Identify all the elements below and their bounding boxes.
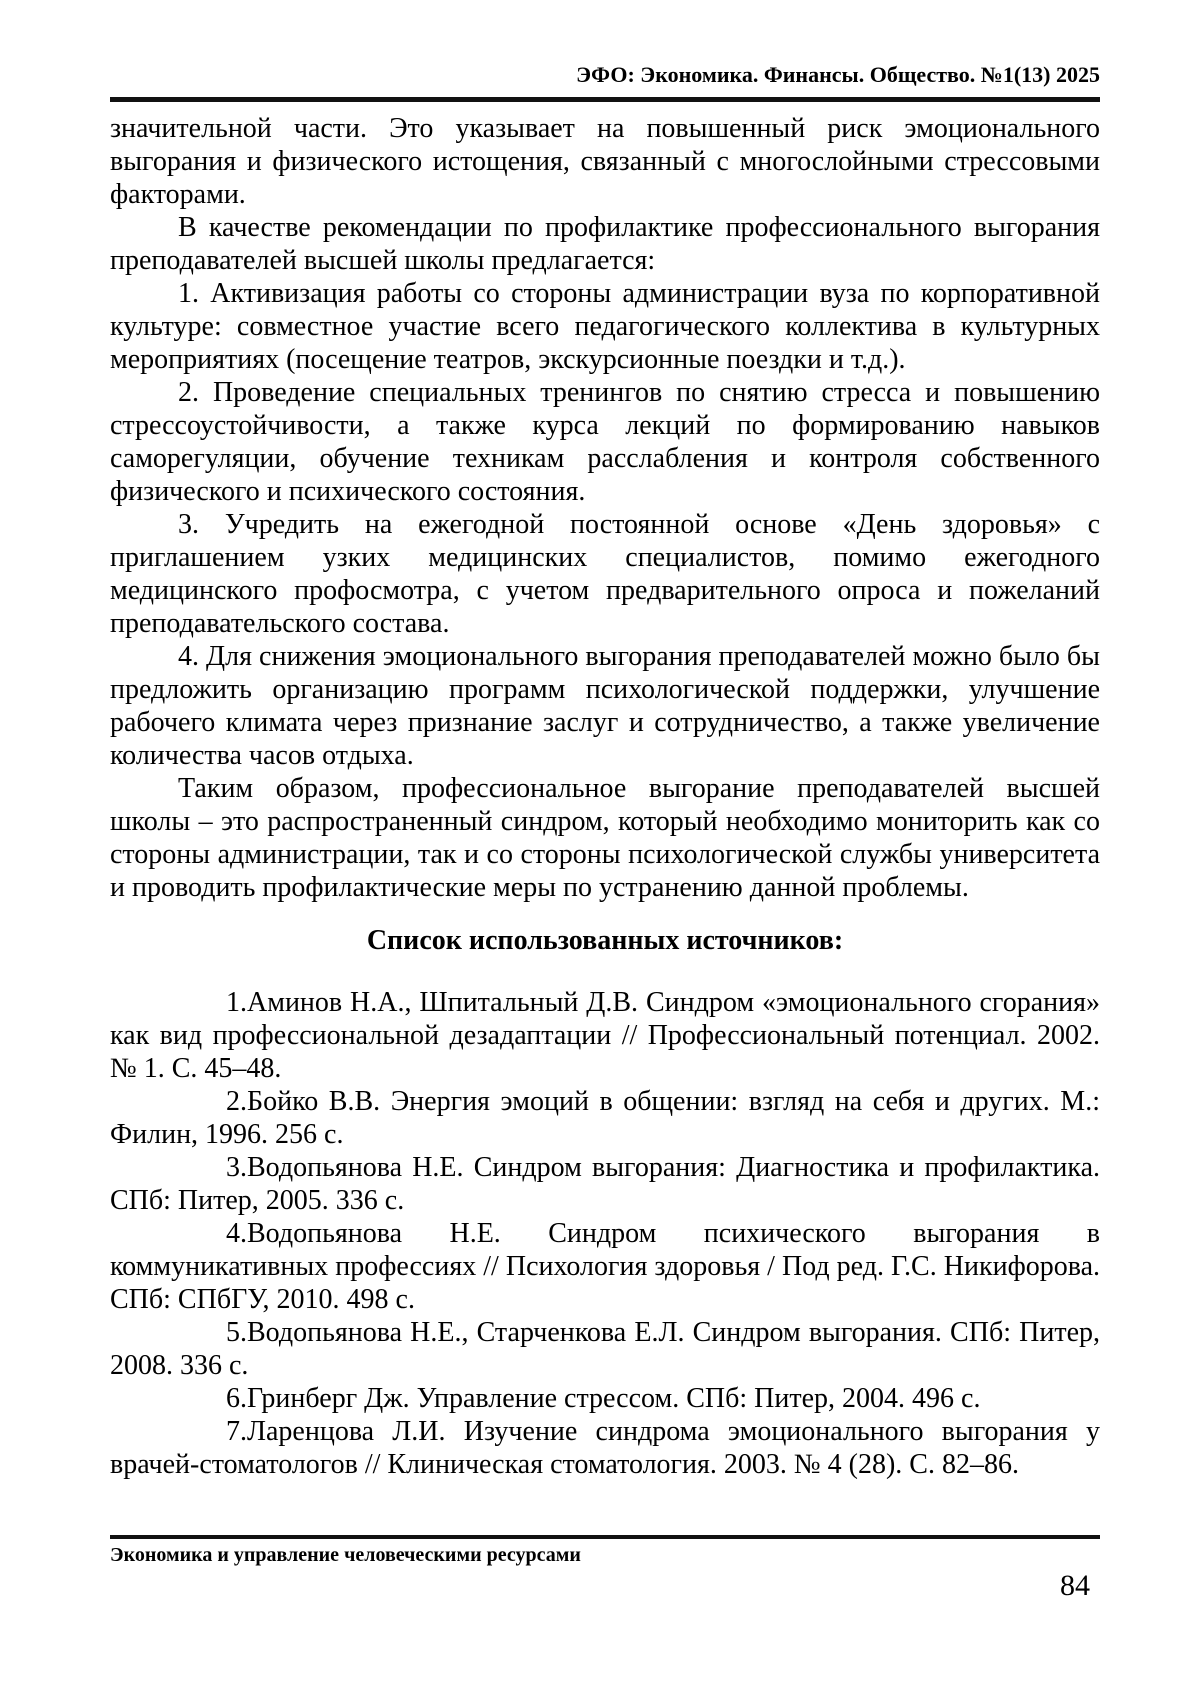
- journal-title: ЭФО: Экономика. Финансы. Общество. №1(13) 2025: [576, 62, 1100, 87]
- references-list: [110, 986, 1100, 1481]
- reference-text: Ларенцова Л.И. Изучение синдрома эмоционального выгорания у врачей-стоматологов // Клиническая стоматология. 2003. № 4 (28). С. 82–86.: [110, 1416, 1100, 1480]
- body-paragraph: 1. Активизация работы со стороны администрации вуза по корпоративной культуре: совместное участие всего педагогического коллектива в культурных мероприятиях (посещение театров, экскурсионные поездки и т.д.).: [110, 278, 1100, 375]
- reference-number: 1.: [226, 987, 247, 1018]
- page-number: 84: [1060, 1569, 1090, 1602]
- page-header: [110, 62, 1100, 102]
- article-body: [110, 112, 1100, 1481]
- reference-number: 2.: [226, 1086, 247, 1117]
- reference-text: Аминов Н.А., Шпитальный Д.В. Синдром «эмоционального сгорания» как вид профессиональной дезадаптации // Профессиональный потенциал. 2002. № 1. С. 45–48.: [110, 987, 1100, 1084]
- reference-item: [110, 1415, 1100, 1481]
- body-paragraph: значительной части. Это указывает на повышенный риск эмоционального выгорания и физического истощения, связанный с многослойными стрессовыми факторами.: [110, 113, 1100, 210]
- reference-text: Гринберг Дж. Управление стрессом. СПб: Питер, 2004. 496 с.: [247, 1383, 981, 1414]
- reference-number: 7.: [226, 1416, 247, 1447]
- reference-item: [110, 1217, 1100, 1316]
- reference-item: [110, 1382, 1100, 1415]
- reference-item: [110, 986, 1100, 1085]
- body-paragraph: 3. Учредить на ежегодной постоянной основе «День здоровья» с приглашением узких медицинских специалистов, помимо ежегодного медицинского профосмотра, с учетом предварительного опроса и пожеланий преподавательского состава.: [110, 509, 1100, 639]
- reference-text: Водопьянова Н.Е. Синдром выгорания: Диагностика и профилактика. СПб: Питер, 2005. 336 с.: [110, 1152, 1100, 1216]
- reference-item: [110, 1151, 1100, 1217]
- body-paragraph: 2. Проведение специальных тренингов по снятию стресса и повышению стрессоустойчивости, а также курса лекций по формированию навыков саморегуляции, обучение техникам расслабления и контроля собственного физического и психического состояния.: [110, 377, 1100, 507]
- body-paragraph: 4. Для снижения эмоционального выгорания преподавателей можно было бы предложить организацию программ психологической поддержки, улучшение рабочего климата через признание заслуг и сотрудничество, а также увеличение количества часов отдыха.: [110, 641, 1100, 771]
- reference-item: [110, 1316, 1100, 1382]
- page-footer: [110, 1535, 1100, 1603]
- body-paragraph: В качестве рекомендации по профилактике профессионального выгорания преподавателей высшей школы предлагается:: [110, 212, 1100, 276]
- reference-number: 4.: [226, 1218, 247, 1249]
- reference-number: 5.: [226, 1317, 247, 1348]
- reference-text: Водопьянова Н.Е., Старченкова Е.Л. Синдром выгорания. СПб: Питер, 2008. 336 с.: [110, 1317, 1100, 1381]
- reference-number: 6.: [226, 1383, 247, 1414]
- footer-rule: [110, 1535, 1100, 1539]
- footer-section-title: Экономика и управление человеческими ресурсами: [110, 1544, 581, 1566]
- body-paragraph: Таким образом, профессиональное выгорание преподавателей высшей школы – это распространенный синдром, который необходимо мониторить как со стороны администрации, так и со стороны психологической службы университета и проводить профилактические меры по устранению данной проблемы.: [110, 773, 1100, 903]
- reference-number: 3.: [226, 1152, 247, 1183]
- references-heading: Список использованных источников:: [366, 925, 844, 956]
- reference-item: [110, 1085, 1100, 1151]
- reference-text: Водопьянова Н.Е. Синдром психического выгорания в коммуникативных профессиях // Психология здоровья / Под ред. Г.С. Никифорова. СПб: СПбГУ, 2010. 498 с.: [110, 1218, 1100, 1315]
- reference-text: Бойко В.В. Энергия эмоций в общении: взгляд на себя и других. М.: Филин, 1996. 256 с.: [110, 1086, 1100, 1150]
- header-rule: [110, 97, 1100, 102]
